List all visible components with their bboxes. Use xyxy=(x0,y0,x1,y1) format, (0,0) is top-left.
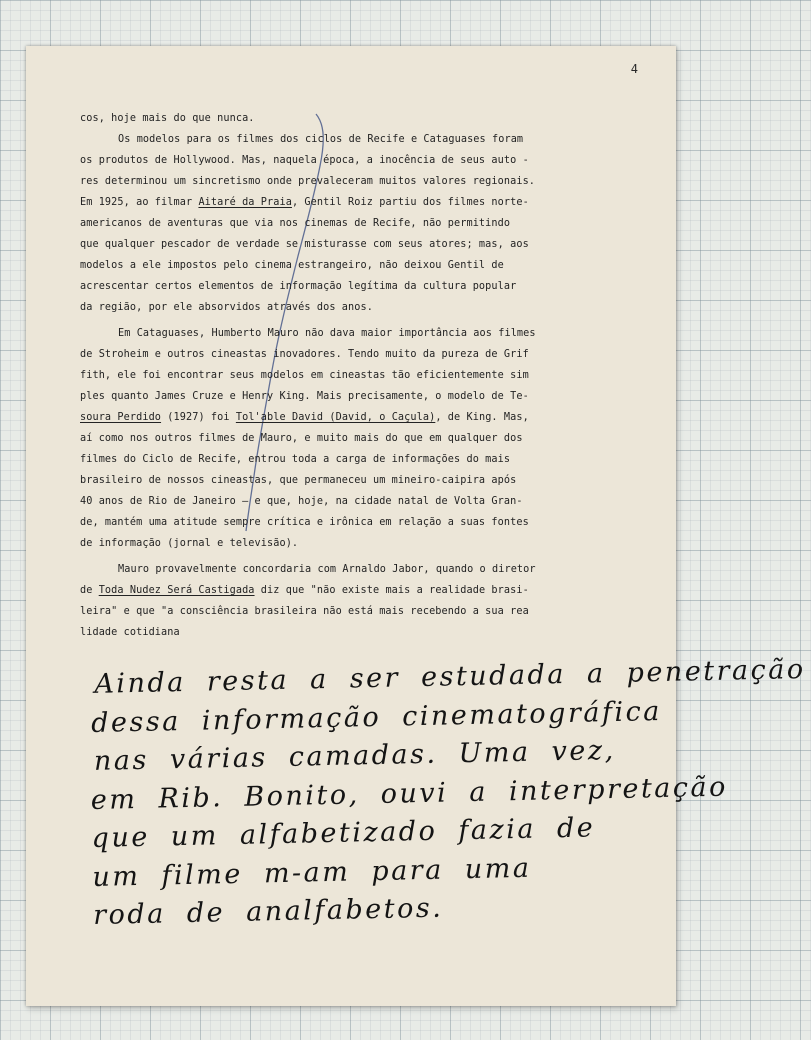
typed-text-body xyxy=(80,108,666,643)
typed-line: da região, por ele absorvidos através dos anos. xyxy=(80,302,373,313)
typed-line: res determinou um sincretismo onde prevaleceram muitos valores regionais. xyxy=(80,176,536,187)
typed-line: de Toda Nudez Será Castigada diz que "não existe mais a realidade brasi- xyxy=(80,585,529,596)
typed-line: aí como nos outros filmes de Mauro, e muito mais do que em qualquer dos xyxy=(80,433,523,444)
typed-line: de Stroheim e outros cineastas inovadores. Tendo muito da pureza de Grif xyxy=(80,349,529,360)
typed-line: de informação (jornal e televisão). xyxy=(80,538,299,549)
underlined-title: Toda Nudez Será Castigada xyxy=(98,585,255,596)
page-number: 4 xyxy=(630,62,638,76)
handwritten-line: em Rib. Bonito, ouvi a interpretação xyxy=(90,771,729,816)
handwritten-line: nas várias camadas. Uma vez, xyxy=(93,734,616,777)
typed-line: leira" e que "a consciência brasileira não está mais recebendo a sua rea xyxy=(80,606,529,617)
handwritten-note xyxy=(88,653,806,935)
handwritten-line: roda de analfabetos. xyxy=(92,892,444,931)
typed-line: soura Perdido (1927) foi Tol'able David (David, o Caçula), de King. Mas, xyxy=(80,412,529,423)
typed-line: os produtos de Hollywood. Mas, naquela época, a inocência de seus auto - xyxy=(80,155,529,166)
underlined-title: Aitaré da Praia xyxy=(198,197,292,208)
typed-line: que qualquer pescador de verdade se misturasse com seus atores; mas, aos xyxy=(80,239,529,250)
typed-line: Os modelos para os filmes dos ciclos de Recife e Cataguases foram xyxy=(118,134,524,145)
handwritten-line: dessa informação cinematográfica xyxy=(90,695,663,739)
typed-line: cos, hoje mais do que nunca. xyxy=(80,113,255,124)
underlined-title: Tol'able David (David, o Caçula) xyxy=(235,412,436,423)
typed-line: filmes do Ciclo de Recife, entrou toda a carga de informações do mais xyxy=(80,454,511,465)
underlined-title: soura Perdido xyxy=(80,412,162,423)
typed-line: brasileiro de nossos cineastas, que permaneceu um mineiro-caipira após xyxy=(80,475,517,486)
handwritten-line: um filme m-am para uma xyxy=(92,852,532,893)
handwritten-line: Ainda resta a ser estudada a penetração xyxy=(94,653,806,700)
typed-line: 40 anos de Rio de Janeiro — e que, hoje, na cidade natal de Volta Gran- xyxy=(80,496,523,507)
typed-line: acrescentar certos elementos de informação legítima da cultura popular xyxy=(80,281,517,292)
typewritten-page xyxy=(26,46,806,1006)
typed-line: Em 1925, ao filmar Aitaré da Praia, Gentil Roiz partiu dos filmes norte- xyxy=(80,197,529,208)
typed-line: modelos a ele impostos pelo cinema estrangeiro, não deixou Gentil de xyxy=(80,260,504,271)
typed-line: Em Cataguases, Humberto Mauro não dava maior importância aos filmes xyxy=(118,328,536,339)
typed-line: de, mantém uma atitude sempre crítica e irônica em relação a suas fontes xyxy=(80,517,529,528)
typed-line: americanos de aventuras que via nos cinemas de Recife, não permitindo xyxy=(80,218,511,229)
handwritten-line: que um alfabetizado fazia de xyxy=(91,812,596,854)
typed-line: lidade cotidiana xyxy=(80,627,180,638)
typed-line: Mauro provavelmente concordaria com Arnaldo Jabor, quando o diretor xyxy=(118,564,536,575)
typed-line: fith, ele foi encontrar seus modelos em cineastas tão eficientemente sim xyxy=(80,370,529,381)
typed-line: ples quanto James Cruze e Henry King. Mais precisamente, o modelo de Te- xyxy=(80,391,529,402)
